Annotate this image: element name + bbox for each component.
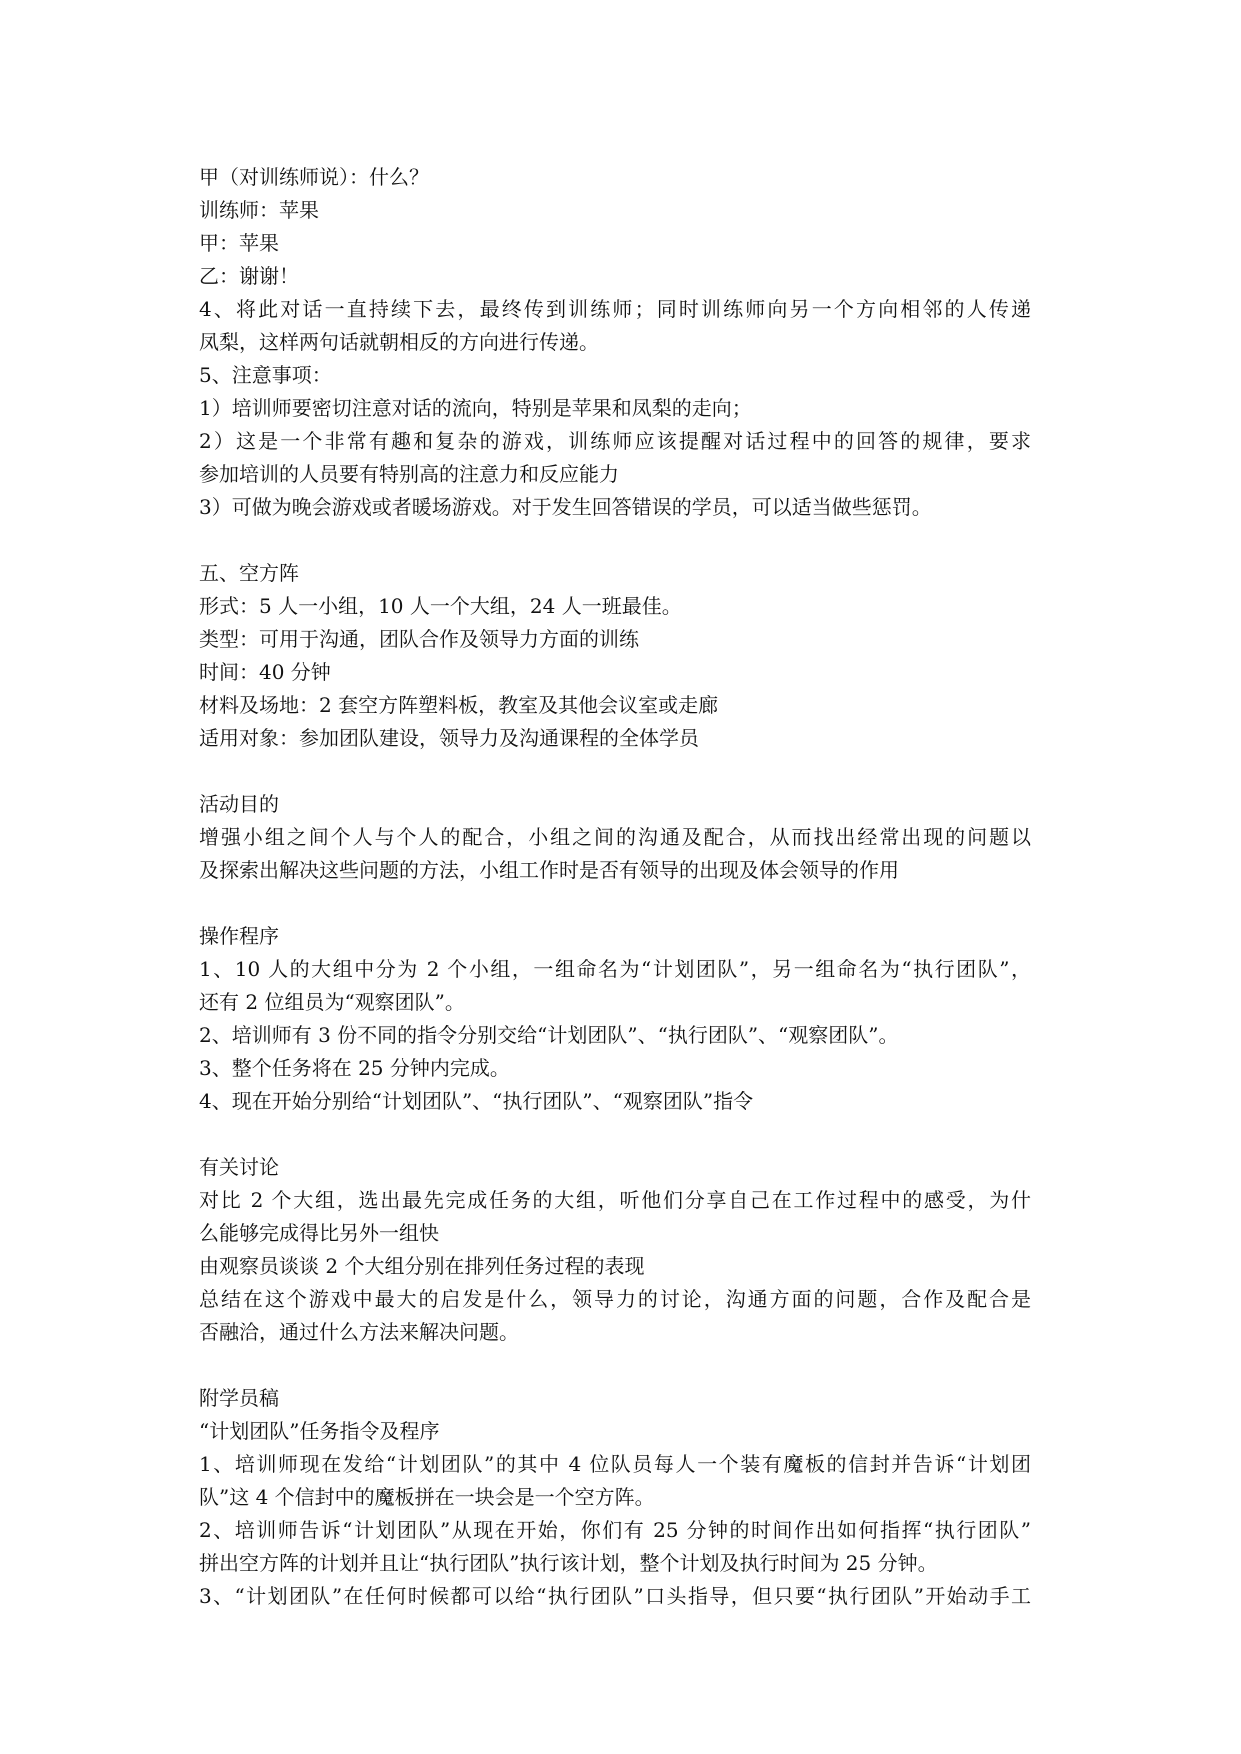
text-line: 增强小组之间个人与个人的配合，小组之间的沟通及配合，从而找出经常出现的问题以 <box>199 825 1031 849</box>
section-gap <box>199 524 1049 557</box>
document-section <box>199 920 1049 1118</box>
text-line: 3）可做为晚会游戏或者暖场游戏。对于发生回答错误的学员，可以适当做些惩罚。 <box>199 495 932 519</box>
text-line: 队”这 4 个信封中的魔板拼在一块会是一个空方阵。 <box>199 1485 655 1509</box>
text-line: 训练师：苹果 <box>199 198 319 222</box>
text-line: 乙：谢谢！ <box>199 264 299 288</box>
text-line: 2）这是一个非常有趣和复杂的游戏，训练师应该提醒对话过程中的回答的规律，要求 <box>199 429 1031 453</box>
text-line: 1、培训师现在发给“计划团队”的其中 4 位队员每人一个装有魔板的信封并告诉“计划团 <box>199 1452 1031 1476</box>
text-line: 适用对象：参加团队建设，领导力及沟通课程的全体学员 <box>199 726 699 750</box>
text-line: 2、培训师告诉“计划团队”从现在开始，你们有 25 分钟的时间作出如何指挥“执行团队” <box>199 1518 1031 1542</box>
section-first-line: 附学员稿 <box>199 1386 279 1410</box>
section-first-line: 操作程序 <box>199 924 279 948</box>
text-line: 甲：苹果 <box>199 231 279 255</box>
text-line: 1、10 人的大组中分为 2 个小组，一组命名为“计划团队”，另一组命名为“执行团队”， <box>199 957 1031 981</box>
text-line: 形式：5 人一小组，10 人一个大组，24 人一班最佳。 <box>199 594 682 618</box>
document-section <box>199 788 1049 887</box>
text-line: 总结在这个游戏中最大的启发是什么，领导力的讨论，沟通方面的问题，合作及配合是 <box>199 1287 1031 1311</box>
document-body <box>199 161 1049 1613</box>
text-line: 2、培训师有 3 份不同的指令分别交给“计划团队”、“执行团队”、“观察团队”。 <box>199 1023 899 1047</box>
section-gap <box>199 887 1049 920</box>
text-line: 对比 2 个大组，选出最先完成任务的大组，听他们分享自己在工作过程中的感受，为什 <box>199 1188 1031 1212</box>
section-first-line: 活动目的 <box>199 792 279 816</box>
text-line: “计划团队”任务指令及程序 <box>199 1419 440 1443</box>
document-section <box>199 1151 1049 1349</box>
section-first-line: 有关讨论 <box>199 1155 279 1179</box>
text-line: 拼出空方阵的计划并且让“执行团队”执行该计划，整个计划及执行时间为 25 分钟。 <box>199 1551 938 1575</box>
text-line: 参加培训的人员要有特别高的注意力和反应能力 <box>199 462 619 486</box>
section-first-line: 五、空方阵 <box>199 561 299 585</box>
text-line: 材料及场地：2 套空方阵塑料板，教室及其他会议室或走廊 <box>199 693 719 717</box>
section-gap <box>199 755 1049 788</box>
section-first-line: 甲（对训练师说）：什么？ <box>199 165 429 189</box>
document-section <box>199 1382 1049 1613</box>
text-line: 1）培训师要密切注意对话的流向，特别是苹果和凤梨的走向； <box>199 396 752 420</box>
text-line: 凤梨，这样两句话就朝相反的方向进行传递。 <box>199 330 599 354</box>
text-line: 3、“计划团队”在任何时候都可以给“执行团队”口头指导，但只要“执行团队”开始动手工 <box>199 1584 1031 1608</box>
text-line: 由观察员谈谈 2 个大组分别在排列任务过程的表现 <box>199 1254 645 1278</box>
text-line: 还有 2 位组员为“观察团队”。 <box>199 990 465 1014</box>
document-section <box>199 557 1049 755</box>
text-line: 4、将此对话一直持续下去，最终传到训练师；同时训练师向另一个方向相邻的人传递 <box>199 297 1031 321</box>
text-line: 及探索出解决这些问题的方法，小组工作时是否有领导的出现及体会领导的作用 <box>199 858 899 882</box>
text-line: 4、现在开始分别给“计划团队”、“执行团队”、“观察团队”指令 <box>199 1089 754 1113</box>
text-line: 3、整个任务将在 25 分钟内完成。 <box>199 1056 510 1080</box>
text-line: 么能够完成得比另外一组快 <box>199 1221 439 1245</box>
text-line: 时间：40 分钟 <box>199 660 331 684</box>
text-line: 5、注意事项： <box>199 363 332 387</box>
section-gap <box>199 1118 1049 1151</box>
text-line: 否融洽，通过什么方法来解决问题。 <box>199 1320 519 1344</box>
text-line: 类型：可用于沟通，团队合作及领导力方面的训练 <box>199 627 639 651</box>
section-gap <box>199 1349 1049 1382</box>
document-section <box>199 161 1049 524</box>
